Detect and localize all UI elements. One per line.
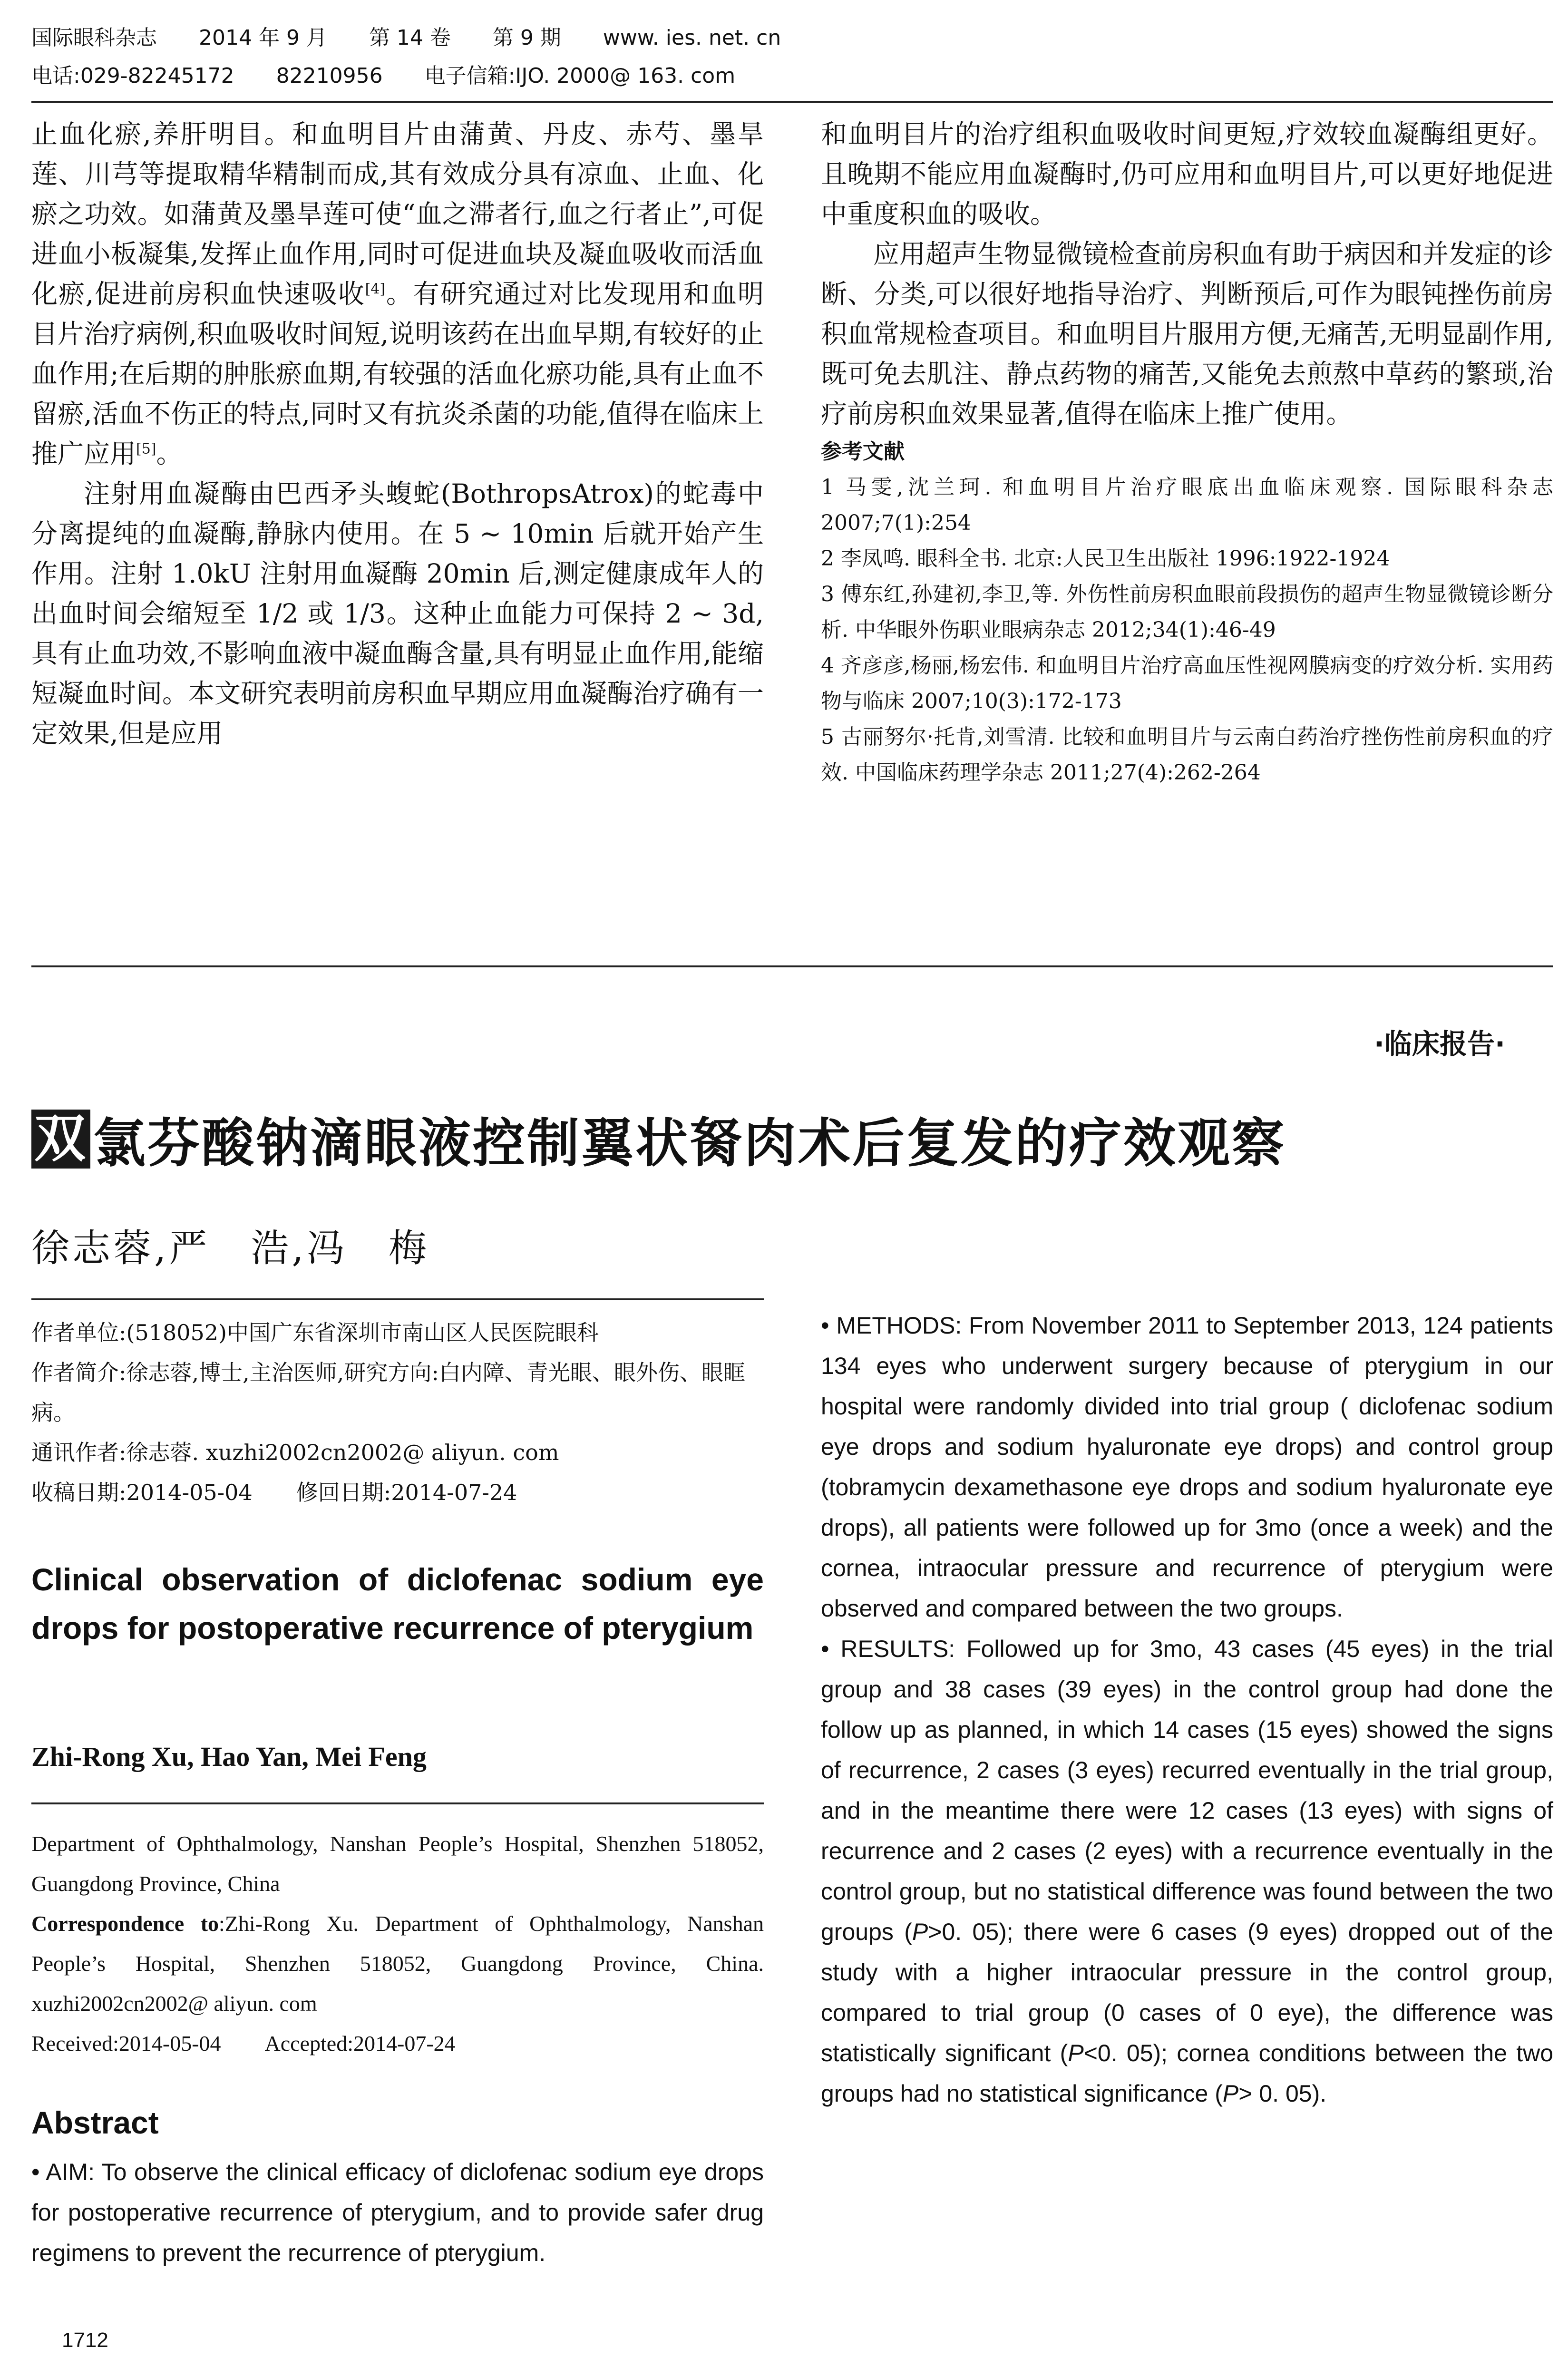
info-line: 作者单位:(518052)中国广东省深圳市南山区人民医院眼科	[31, 1320, 599, 1345]
citation: [5]	[136, 440, 156, 458]
info-line: 收稿日期:2014-05-04 修回日期:2014-07-24	[31, 1480, 517, 1505]
reference-item: 1 马雯,沈兰珂. 和血明目片治疗眼底出血临床观察. 国际眼科杂志 2007;7(1):254	[821, 475, 1553, 535]
header-line-1	[31, 19, 1553, 57]
phone: 电话:029-82245172	[31, 64, 234, 88]
paragraph: 注射用血凝酶由巴西矛头蝮蛇(BothropsAtrox)的蛇毒中分离提纯的血凝酶,静脉内使用。在 5 ~ 10min 后就开始产生作用。注射 1.0kU 注射用血凝酶 20min 后,测定健康成年人的出血时间会缩短至 1/2 或 1/3。这种止血能力可保持 2 ~ 3d,具有止血功效,不影响血液中凝血酶含量,具有明显止血作用,能缩短凝血时间。本文研究表明前房积血早期应用血凝酶治疗确有一定效果,但是应用	[31, 478, 764, 749]
issue-date: 2014 年 9 月	[199, 26, 327, 50]
affiliation-block	[31, 1824, 764, 2064]
continuation-left-column	[31, 114, 764, 753]
info-rule	[31, 1298, 764, 1300]
paragraph: 和血明目片的治疗组积血吸收时间更短,疗效较血凝酶组更好。且晚期不能应用血凝酶时,仍可应用和血明目片,可以更好地促进中重度积血的吸收。	[821, 119, 1553, 229]
issue: 第 9 期	[492, 26, 561, 50]
abstract-right-column	[821, 1305, 1553, 2114]
continuation-right-column	[821, 114, 1553, 790]
abstract-heading: Abstract	[31, 2105, 159, 2140]
abstract-methods: • METHODS: From November 2011 to September 2013, 124 patients 134 eyes who underwent surgery because of pterygium in our hospital were randomly divided into trial group ( diclofenac sodium eye drops and sodium hyaluronate eye drops) and control group (tobramycin dexamethasone eye drops and sodium hyaluronate eye drops), all patients were followed up for 3mo (once a week) and the cornea, intraocular pressure and recurrence of pterygium were observed and compared between the two groups.	[821, 1312, 1553, 1622]
authors-rule	[31, 1802, 764, 1804]
website: www. ies. net. cn	[603, 26, 781, 50]
info-line: 作者简介:徐志蓉,博士,主治医师,研究方向:白内障、青光眼、眼外伤、眼眶病。	[31, 1360, 745, 1425]
article-title	[31, 1103, 1553, 1175]
info-line: 通讯作者:徐志蓉. xuzhi2002cn2002@ aliyun. com	[31, 1440, 559, 1465]
correspondence-label: Correspondence to	[31, 1911, 219, 1936]
title-dropcap: 双	[31, 1110, 90, 1169]
section-tag: ·临床报告·	[1373, 1028, 1505, 1060]
reference-item: 3 傅东红,孙建初,李卫,等. 外伤性前房积血眼前段损伤的超声生物显微镜诊断分析. 中华眼外伤职业眼病杂志 2012;34(1):46-49	[821, 582, 1553, 642]
correspondence: Correspondence to:Zhi-Rong Xu. Department of Ophthalmology, Nanshan People’s Hospital, Shenzhen 518052, Guangdong Province, China. xuzhi2002cn2002@ aliyun. com	[31, 1911, 764, 2016]
author-info	[31, 1313, 764, 1512]
header-rule	[31, 101, 1553, 103]
page-number: 1712	[62, 2328, 108, 2352]
affiliation: Department of Ophthalmology, Nanshan People’s Hospital, Shenzhen 518052, Guangdong Province, China	[31, 1831, 764, 1896]
paragraph: 应用超声生物显微镜检查前房积血有助于病因和并发症的诊断、分类,可以很好地指导治疗、判断预后,可作为眼钝挫伤前房积血常规检查项目。和血明目片服用方便,无痛苦,无明显副作用,既可免去肌注、静点药物的痛苦,又能免去煎熬中草药的繁琐,治疗前房积血效果显著,值得在临床上推广使用。	[821, 239, 1554, 429]
authors-cn: 徐志蓉,严 浩,冯 梅	[31, 1226, 429, 1270]
references	[821, 434, 1553, 790]
email: 电子信箱:IJO. 2000@ 163. com	[424, 64, 736, 88]
abstract-aim: • AIM: To observe the clinical efficacy of diclofenac sodium eye drops for postoperative recurrence of pterygium, and to provide safer drug regimens to prevent the recurrence of pterygium.	[31, 2159, 764, 2266]
english-title: Clinical observation of diclofenac sodium eye drops for postoperative recurrence of pterygium	[31, 1562, 764, 1646]
volume: 第 14 卷	[369, 26, 451, 50]
english-authors: Zhi-Rong Xu, Hao Yan, Mei Feng	[31, 1741, 427, 1772]
running-header	[31, 19, 1553, 95]
references-heading: 参考文献	[821, 439, 905, 464]
reference-item: 5 古丽努尔·托肯,刘雪清. 比较和血明目片与云南白药治疗挫伤性前房积血的疗效. 中国临床药理学杂志 2011;27(4):262-264	[821, 725, 1553, 785]
title-text: 氯芬酸钠滴眼液控制翼状胬肉术后复发的疗效观察	[93, 1113, 1286, 1174]
phone-2: 82210956	[276, 64, 383, 88]
citation: [4]	[365, 281, 386, 298]
journal-name: 国际眼科杂志	[31, 26, 157, 50]
reference-item: 2 李凤鸣. 眼科全书. 北京:人民卫生出版社 1996:1922-1924	[821, 546, 1390, 571]
abstract-results: • RESULTS: Followed up for 3mo, 43 cases (45 eyes) in the trial group and 38 cases (39 eyes) in the control group had done the follow up as planned, in which 14 cases (15 eyes) showed the signs of recurrence, 2 cases (3 eyes) recurred eventually in the trial group, and in the meantime there were 12 cases (13 eyes) with signs of recurrence and 2 cases (2 eyes) with a recurrence eventually in the control group, but no statistical difference was found between the two groups (P>0. 05); there were 6 cases (9 eyes) dropped out of the study with a higher intraocular pressure in the control group, compared to trial group (0 cases of 0 eye), the difference was statistically significant (P<0. 05); cornea conditions between the two groups had no statistical significance (P> 0. 05).	[821, 1636, 1553, 2107]
header-line-2	[31, 57, 1553, 95]
received-accepted: Received:2014-05-04 Accepted:2014-07-24	[31, 2031, 456, 2056]
reference-item: 4 齐彦彦,杨丽,杨宏伟. 和血明目片治疗高血压性视网膜病变的疗效分析. 实用药物与临床 2007;10(3):172-173	[821, 653, 1553, 713]
paragraph: 止血化瘀,养肝明目。和血明目片由蒲黄、丹皮、赤芍、墨旱莲、川芎等提取精华精制而成,其有效成分具有凉血、止血、化瘀之功效。如蒲黄及墨旱莲可使“血之滞者行,血之行者止”,可促进血小板凝集,发挥止血作用,同时可促进血块及凝血吸收而活血化瘀,促进前房积血快速吸收[4]。有研究通过对比发现用和血明目片治疗病例,积血吸收时间短,说明该药在出血早期,有较好的止血作用;在后期的肿胀瘀血期,有较强的活血化瘀功能,具有止血不留瘀,活血不伤正的特点,同时又有抗炎杀菌的功能,值得在临床上推广应用[5]。	[31, 119, 764, 469]
section-divider	[31, 965, 1553, 967]
